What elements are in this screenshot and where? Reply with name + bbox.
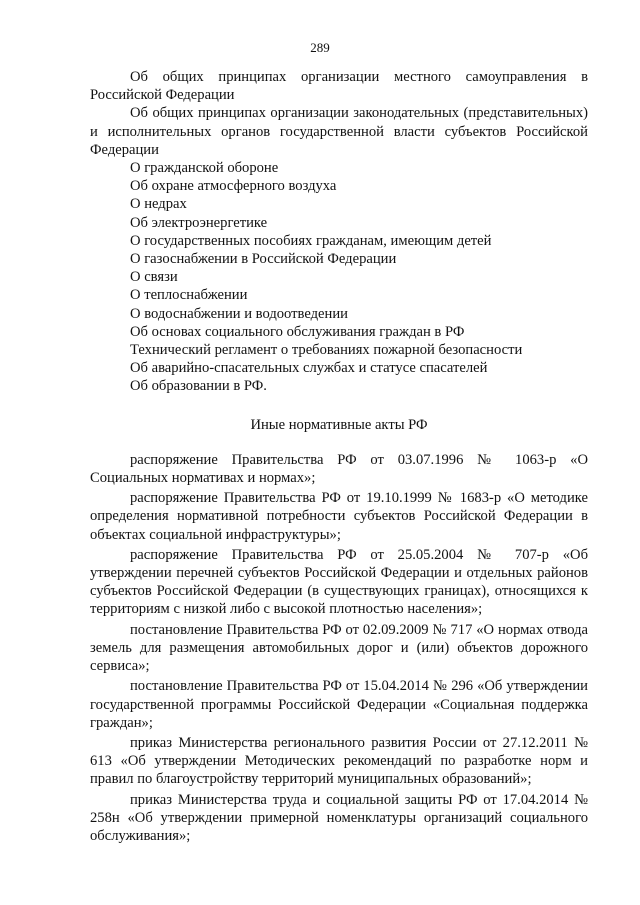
act-item: распоряжение Правительства РФ от 03.07.1996 № 1063-р «О Социальных нормативах и нормах»; [90, 451, 588, 487]
law-item: О водоснабжении и водоотведении [130, 305, 348, 322]
law-item: Об образовании в РФ. [130, 378, 267, 395]
law-item: О гражданской обороне [130, 160, 279, 177]
act-item: постановление Правительства РФ от 02.09.2009 № 717 «О нормах отвода земель для размещения автомобильных дорог и (или) объектов дорожного сервиса»; [90, 621, 588, 675]
law-item: О связи [130, 269, 178, 286]
normative-acts-list [90, 451, 588, 845]
act-item: распоряжение Правительства РФ от 19.10.1999 № 1683-р «О методике определения нормативной потребности субъектов Российской Федерации в объектах социальной инфраструктуры»; [90, 490, 588, 543]
act-item: постановление Правительства РФ от 15.04.2014 № 296 «Об утверждении государственной программы Российской Федерации «Социальная поддержка граждан»; [90, 678, 588, 731]
law-item: Об аварийно-спасательных службах и статусе спасателей [130, 360, 488, 377]
law-item: О газоснабжении в Российской Федерации [130, 251, 397, 268]
law-item: Об общих принципах организации местного самоуправления в Российской Федерации [90, 69, 588, 104]
law-item: О государственных пособиях гражданам, имеющим детей [130, 232, 492, 249]
act-item: приказ Министерства труда и социальной защиты РФ от 17.04.2014 № 258н «Об утверждении примерной номенклатуры организаций социального обслуживания»; [90, 791, 588, 844]
federal-laws-list [90, 68, 588, 396]
law-item: Об основах социального обслуживания граждан в РФ [130, 323, 465, 340]
act-item: распоряжение Правительства РФ от 25.05.2004 № 707-р «Об утверждении перечней субъектов Российской Федерации и отдельных районов субъектов Российской Федерации (в существующих границах), относящихся к территориям с низкой либо с высокой плотностью населения»; [90, 546, 588, 618]
section-title: Иные нормативные акты РФ [250, 416, 428, 433]
law-item: Об охране атмосферного воздуха [130, 178, 337, 195]
law-item: Об общих принципах организации законодательных (представительных) и исполнительных органов государственной власти субъектов Российской Федерации [90, 105, 588, 158]
page-number: 289 [310, 40, 330, 55]
law-item: Технический регламент о требованиях пожарной безопасности [130, 342, 523, 359]
law-item: О недрах [130, 196, 187, 213]
act-item: приказ Министерства регионального развития России от 27.12.2011 № 613 «Об утверждении Методических рекомендаций по разработке норм и правил по благоустройству территорий муниципальных образований»; [90, 734, 588, 788]
law-item: О теплоснабжении [130, 287, 248, 304]
page-content [90, 68, 588, 847]
law-item: Об электроэнергетике [130, 214, 268, 231]
